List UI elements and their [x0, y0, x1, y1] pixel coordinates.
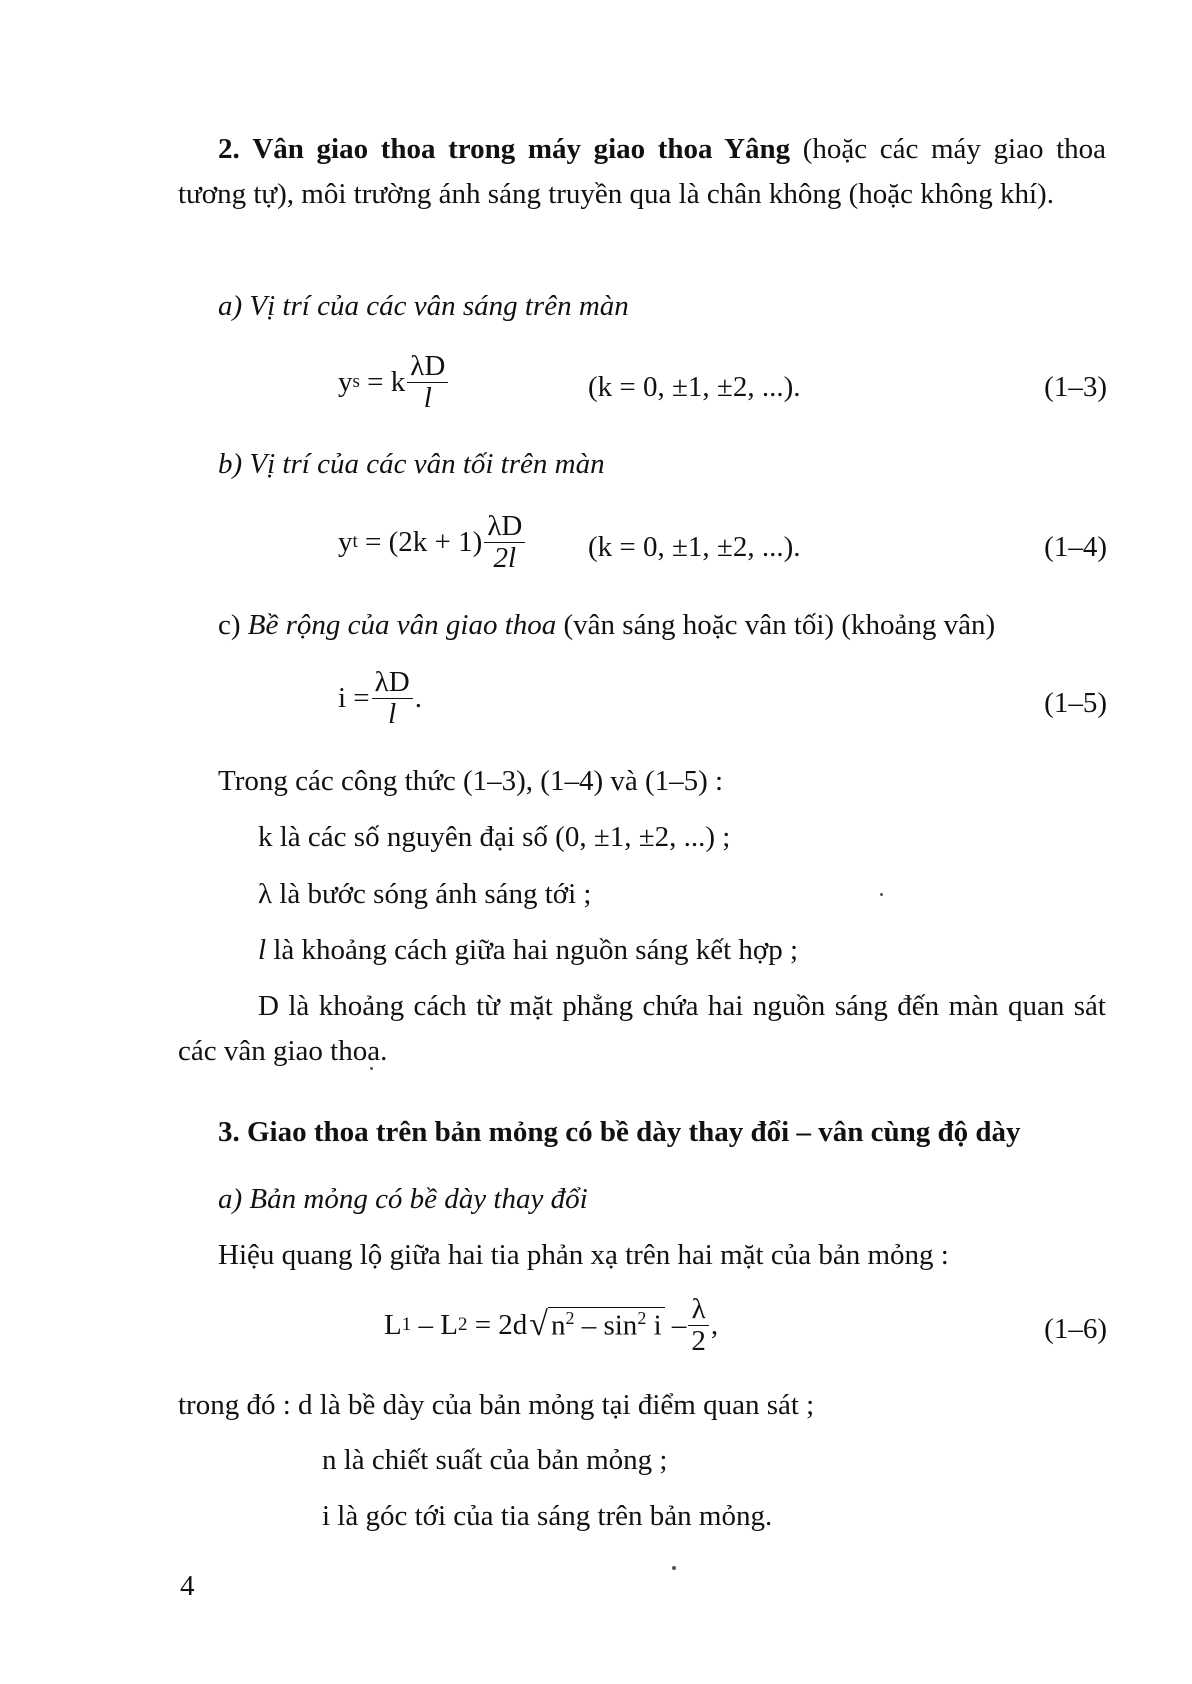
- eq4-lhs: y: [338, 525, 353, 558]
- eq5-tag: (1–5): [1044, 687, 1107, 719]
- section-3-intro: Hiệu quang lộ giữa hai tia phản xạ trên hai mặt của bản mỏng :: [218, 1239, 949, 1271]
- section-2-paragraph: [178, 127, 1106, 217]
- sqrt-radical-icon: √: [529, 1305, 548, 1343]
- eq4-denominator: 2l: [493, 541, 517, 574]
- scan-speck: [880, 893, 883, 896]
- page-number: 4: [180, 1570, 195, 1602]
- eq6-L2-sub: 2: [457, 1314, 468, 1336]
- eq4-sub: t: [352, 531, 358, 553]
- eq5-denominator: l: [388, 697, 397, 730]
- eq6-tag: (1–6): [1044, 1313, 1107, 1345]
- def-l: l là khoảng cách giữa hai nguồn sáng kết hợp ;: [258, 934, 799, 966]
- section-2-title: Vân giao thoa trong máy giao thoa Yâng: [252, 133, 791, 165]
- eq3-fraction: [407, 351, 448, 413]
- label-b-dark-fringes: b) Vị trí của các vân tối trên màn: [218, 448, 605, 480]
- eq5-lhs: i =: [338, 681, 370, 714]
- eq6-L2: L: [440, 1308, 458, 1341]
- eq3-lhs: y: [338, 365, 353, 398]
- eq4-condition: (k = 0, ±1, ±2, ...).: [588, 531, 801, 563]
- scan-speck: [672, 1566, 676, 1570]
- eq5-fraction: [372, 667, 413, 729]
- eq3-tag: (1–3): [1044, 371, 1107, 403]
- eq4-fraction: [484, 511, 525, 573]
- where-n: n là chiết suất của bản mỏng ;: [322, 1444, 668, 1476]
- section-3-title: 3. Giao thoa trên bản mỏng có bề dày thay đổi – vân cùng độ dày: [218, 1116, 1021, 1148]
- equation-1-6: [384, 1285, 718, 1365]
- where-intro: Trong các công thức (1–3), (1–4) và (1–5) :: [218, 765, 724, 797]
- eq6-comma: ,: [710, 1308, 719, 1341]
- eq3-numerator: λD: [407, 351, 448, 382]
- eq6-minus: –: [418, 1308, 433, 1341]
- eq4-numerator: λD: [484, 511, 525, 542]
- eq6-minus-2: –: [671, 1308, 687, 1341]
- eq6-radicand: $n^2 - \sin^2 i$: [548, 1307, 665, 1343]
- label-c-fringe-width: c) Bề rộng của vân giao thoa (vân sáng hoặc vân tối) (khoảng vân): [218, 609, 996, 641]
- def-k: k là các số nguyên đại số (0, ±1, ±2, ...) ;: [258, 821, 731, 853]
- eq3-sub: s: [352, 371, 360, 393]
- eq4-tag: (1–4): [1044, 531, 1107, 563]
- label-a-bright-fringes: a) Vị trí của các vân sáng trên màn: [218, 290, 629, 322]
- equation-1-5: [338, 658, 422, 738]
- eq6-rhs: = 2d: [474, 1308, 528, 1341]
- eq3-condition: (k = 0, ±1, ±2, ...).: [588, 371, 801, 403]
- where-d: trong đó : d là bề dày của bản mỏng tại điểm quan sát ;: [178, 1389, 815, 1421]
- def-lambda: λ là bước sóng ánh sáng tới ;: [258, 878, 592, 910]
- eq6-fraction: [688, 1294, 709, 1356]
- equation-1-4: [338, 502, 527, 582]
- eq6-L1: L: [384, 1308, 402, 1341]
- section-2-number: 2.: [218, 133, 240, 165]
- eq5-numerator: λD: [372, 667, 413, 698]
- eq5-period: .: [414, 681, 422, 714]
- def-D: D là khoảng cách từ mặt phẳng chứa hai nguồn sáng đến màn quan sát các vân giao thoa.: [178, 990, 1106, 1067]
- eq6-denominator: 2: [691, 1324, 706, 1357]
- eq3-denominator: l: [423, 381, 432, 414]
- eq6-L1-sub: 1: [401, 1314, 412, 1336]
- eq4-coef: = (2k + 1): [365, 525, 483, 558]
- section-2-body: (hoặc các máy giao thoa tương tự), môi trường ánh sáng truyền qua là chân không (hoặc không khí).: [178, 133, 1106, 210]
- equation-1-3: [338, 342, 450, 422]
- eq3-coef: = k: [367, 365, 406, 398]
- scan-speck: [370, 1067, 373, 1070]
- where-i: i là góc tới của tia sáng trên bản mỏng.: [322, 1500, 773, 1532]
- eq6-numerator: λ: [688, 1294, 709, 1325]
- label-3a-variable-thickness: a) Bản mỏng có bề dày thay đổi: [218, 1183, 588, 1215]
